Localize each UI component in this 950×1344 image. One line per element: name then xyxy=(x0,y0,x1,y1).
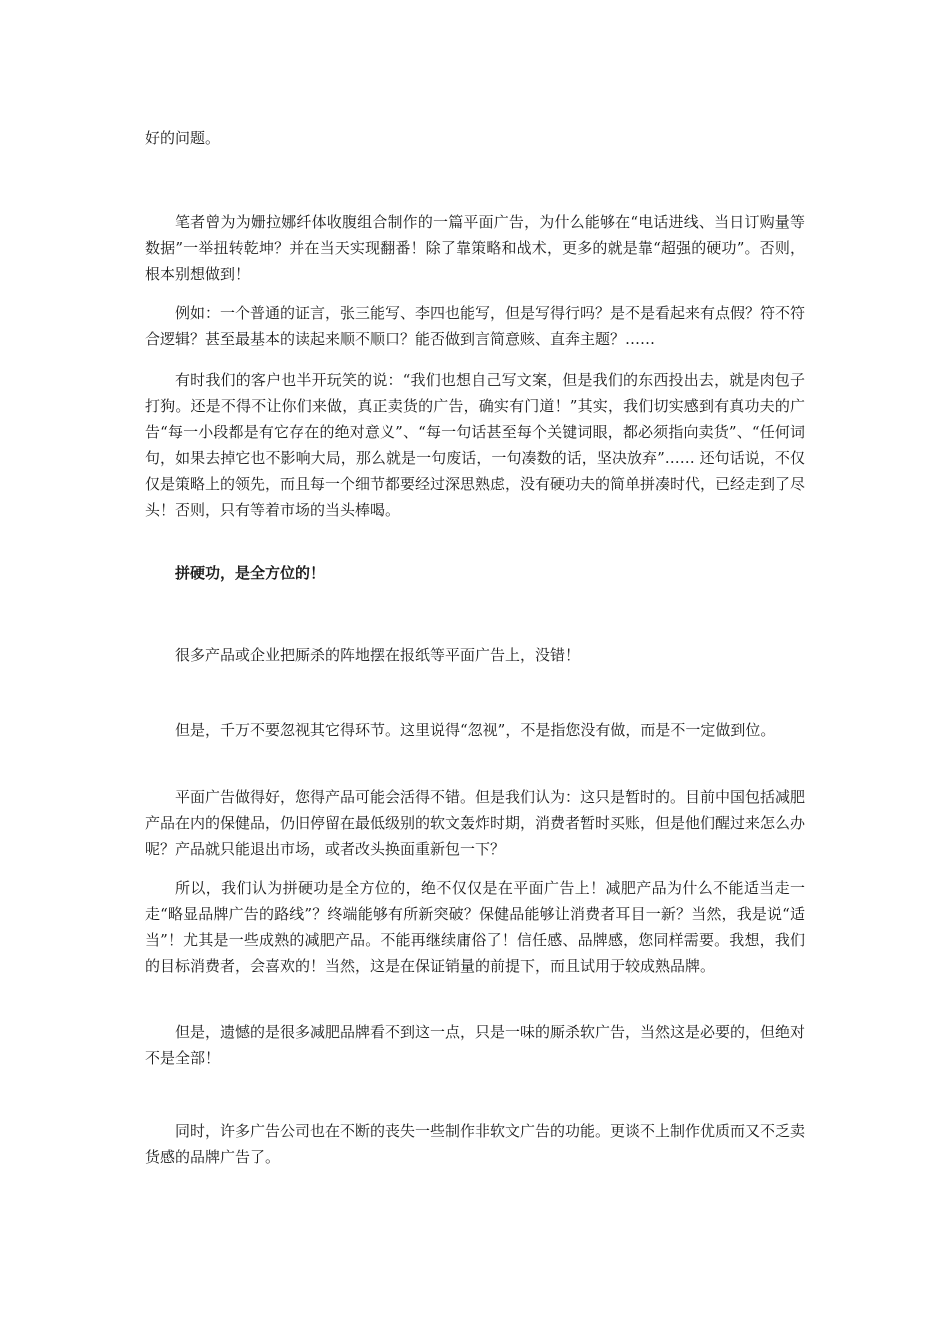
paragraph-agencies: 同时，许多广告公司也在不断的丧失一些制作非软文广告的功能。更谈不上制作优质而又不乏卖货感的品牌广告了。 xyxy=(145,1122,806,1166)
paragraph-all-round: 所以，我们认为拼硬功是全方位的，绝不仅仅是在平面广告上！减肥产品为什么不能适当走一走“略显品牌广告的路线”？终端能够有所新突破？保健品能够让消费者耳目一新？当然，我是说“适当”！尤其是一些成熟的减肥产品。不能再继续庸俗了！信任感、品牌感，您同样需要。我想，我们的目标消费者，会喜欢的！当然，这是在保证销量的前提下，而且试用于较成熟品牌。 xyxy=(145,879,805,975)
paragraph-regret: 但是，遗憾的是很多减肥品牌看不到这一点，只是一味的厮杀软广告，当然这是必要的，但绝对不是全部！ xyxy=(145,1023,806,1067)
paragraph-client-remarks: 有时我们的客户也半开玩笑的说：“我们也想自己写文案，但是我们的东西投出去，就是肉包子打狗。还是不得不让你们来做，真正卖货的广告，确实有门道！”其实，我们切实感到有真功夫的广告“每一小段都是有它存在的绝对意义”、“每一句话甚至每个关键词眼，都必须指向卖货”、“任何词句，如果去掉它也不影响大局，那么就是一句废话，一句凑数的话，坚决放弃”…… 还句话说，不仅仅是策略上的领先，而且每一个细节都要经过深思熟虑，没有硬功夫的简单拼凑时代，已经走到了尽头！否则，只有等着市场的当头棒喝。 xyxy=(145,371,806,519)
paragraph-other-links: 但是，千万不要忽视其它得环节。这里说得“忽视”，不是指您没有做，而是不一定做到位。 xyxy=(175,721,776,739)
paragraph-temporary-success: 平面广告做得好，您得产品可能会活得不错。但是我们认为：这只是暂时的。目前中国包括减肥产品在内的保健品，仍旧停留在最低级别的软文轰炸时期，消费者暂时买账，但是他们醒过来怎么办呢？产品就只能退出市场，或者改头换面重新包一下？ xyxy=(145,788,806,858)
paragraph-print-battlefield: 很多产品或企业把厮杀的阵地摆在报纸等平面广告上，没错！ xyxy=(175,646,581,664)
section-heading: 拼硬功，是全方位的！ xyxy=(175,564,326,582)
paragraph-testimonial-example: 例如：一个普通的证言，张三能写、李四也能写，但是写得行吗？是不是看起来有点假？符不符合逻辑？甚至最基本的读起来顺不顺口？能否做到言简意赅、直奔主题？…… xyxy=(145,304,806,348)
paragraph-continuation: 好的问题。 xyxy=(145,129,221,147)
paragraph-shanlana-ad: 笔者曾为为姗拉娜纤体收腹组合制作的一篇平面广告，为什么能够在“电话进线、当日订购量等数据”一举扭转乾坤？并在当天实现翻番！除了靠策略和战术，更多的就是靠“超强的硬功”。否则，根本别想做到！ xyxy=(145,213,805,283)
